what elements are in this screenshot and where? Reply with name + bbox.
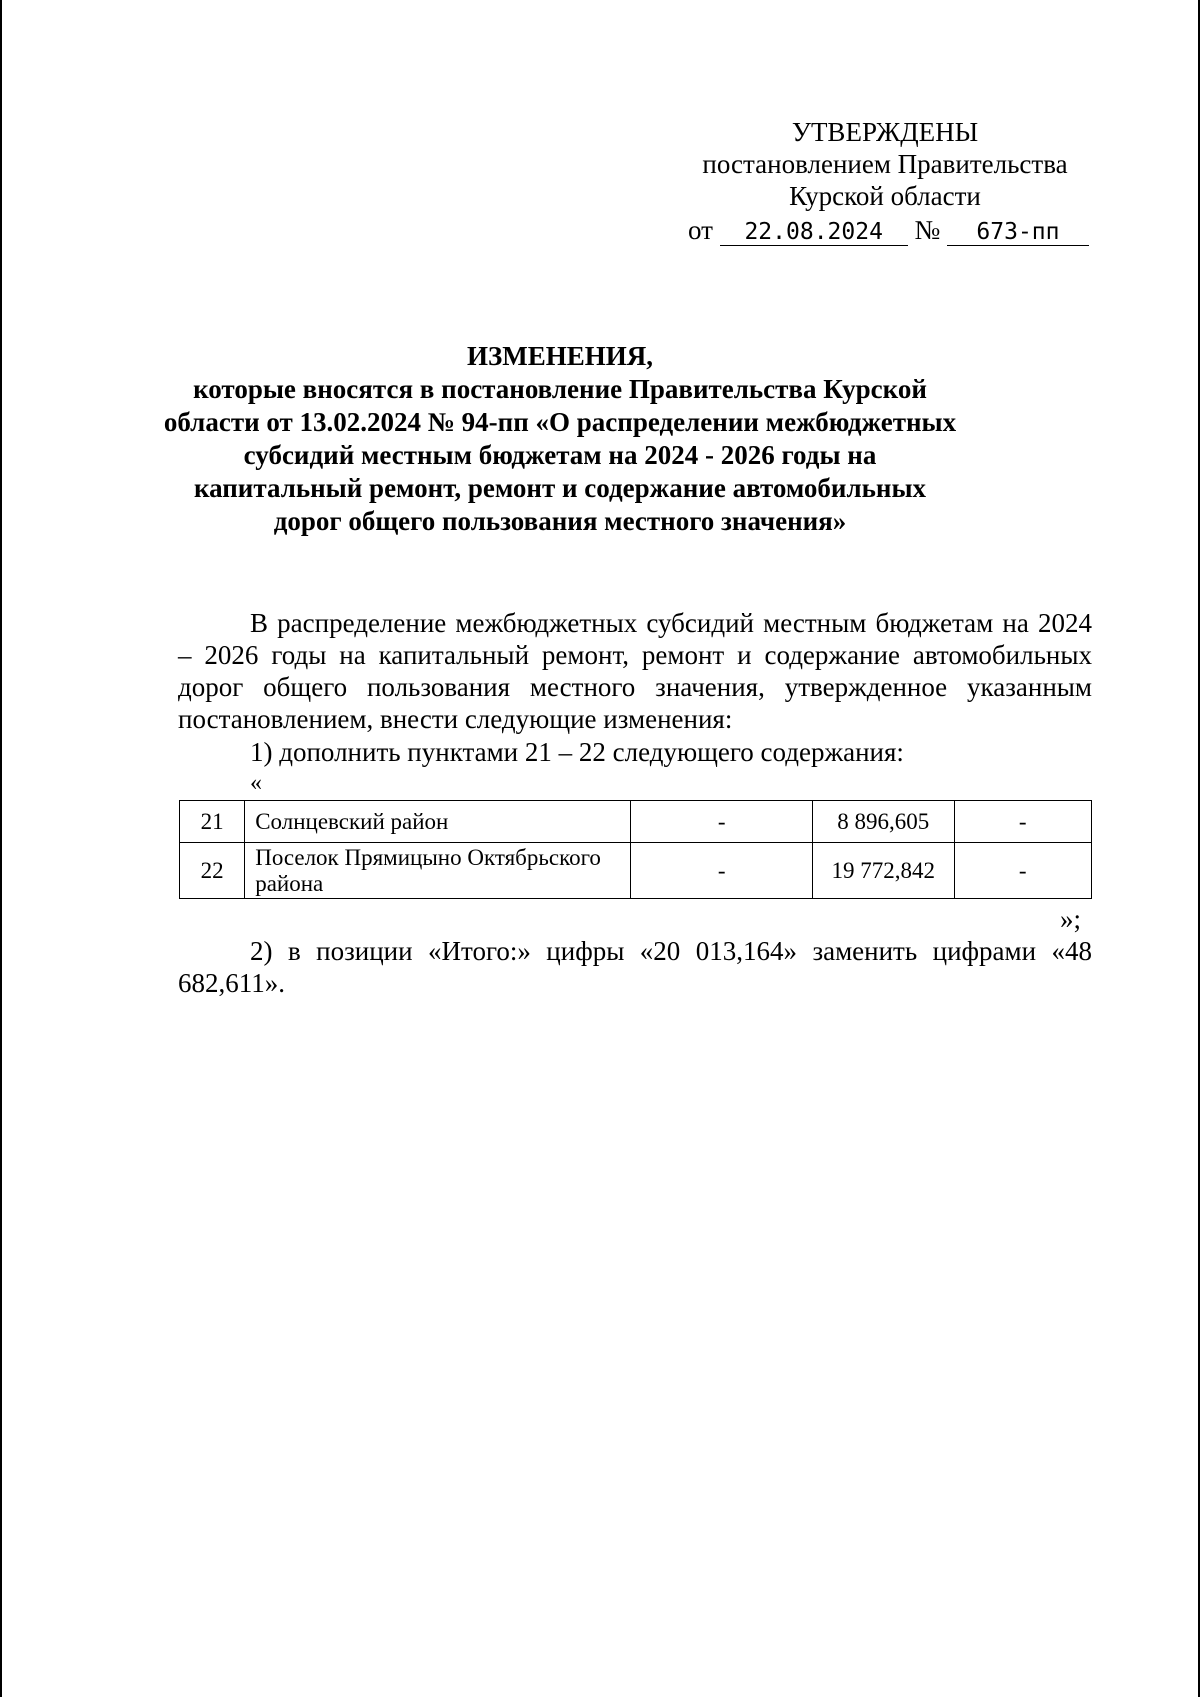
approval-line-1: УТВЕРЖДЕНЫ	[791, 117, 979, 147]
row-number: 22	[180, 843, 245, 899]
title-heading: ИЗМЕНЕНИЯ,	[466, 341, 653, 371]
item-2: 2) в позиции «Итого:» цифры «20 013,164» заменить цифрами «48 682,611».	[178, 936, 1092, 998]
approval-date-number-line	[680, 214, 1090, 246]
row-col-a: -	[631, 843, 813, 899]
quote-close: »;	[1060, 904, 1082, 934]
document-title	[160, 340, 960, 538]
approval-number: 673-пп	[947, 219, 1089, 246]
table-row	[180, 801, 1092, 843]
row-name: Поселок Прямицыно Октябрьского района	[245, 843, 631, 899]
approval-line-2: постановлением Правительства	[702, 149, 1068, 179]
paragraph-intro: В распределение межбюджетных субсидий местным бюджетам на 2024 – 2026 годы на капитальный ремонт, ремонт и содержание автомобильных дорог общего пользования местного значения, утвержденное указанным постановлением, внести следующие изменения:	[178, 608, 1092, 734]
page-left-edge	[0, 0, 2, 1697]
row-name: Солнцевский район	[245, 801, 631, 843]
title-subtitle: которые вносятся в постановление Правительства Курской области от 13.02.2024 № 94-пп «О распределении межбюджетных субсидий местным бюджетам на 2024 - 2026 годы на капитальный ремонт, ремонт и содержание автомобильных дорог общего пользования местного значения»	[163, 374, 957, 536]
number-prefix: №	[914, 215, 941, 245]
amendment-table	[179, 800, 1092, 899]
date-prefix: от	[688, 215, 713, 245]
approval-date: 22.08.2024	[720, 219, 908, 246]
approval-line-3: Курской области	[789, 181, 981, 211]
row-col-b: 19 772,842	[813, 843, 954, 899]
table-row	[180, 843, 1092, 899]
row-col-a: -	[631, 801, 813, 843]
row-col-c: -	[954, 801, 1091, 843]
row-col-c: -	[954, 843, 1091, 899]
row-col-b: 8 896,605	[813, 801, 954, 843]
quote-open: «	[250, 770, 262, 796]
item-1: 1) дополнить пунктами 21 – 22 следующего содержания:	[250, 737, 904, 767]
row-number: 21	[180, 801, 245, 843]
approval-stamp	[680, 116, 1090, 246]
